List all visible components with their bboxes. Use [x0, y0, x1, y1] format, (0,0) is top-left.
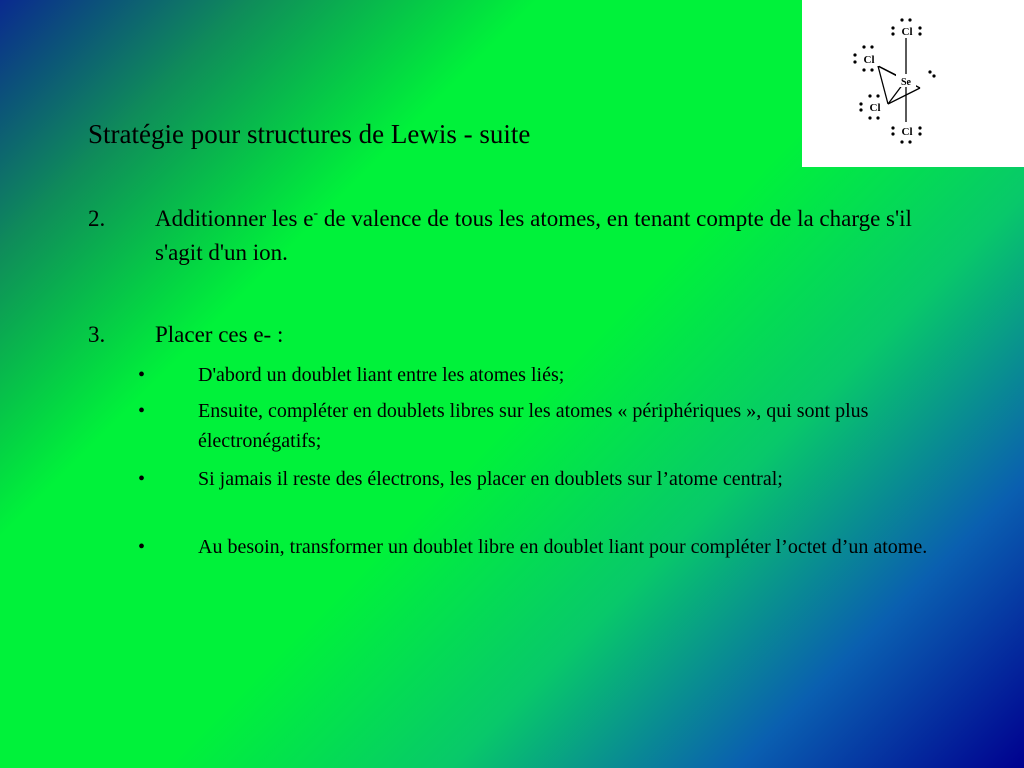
atom-label-cl-top: Cl [901, 26, 913, 38]
lewis-structure-image [802, 0, 1024, 167]
item-text [155, 202, 938, 270]
bullet-item [138, 396, 938, 456]
atom-label-cl-bottom: Cl [901, 126, 913, 138]
bullet-item [138, 464, 938, 494]
bullet-item [138, 360, 938, 390]
item-text-part: Additionner les e [155, 206, 314, 231]
bullet-text: Au besoin, transformer un doublet libre en doublet liant pour compléter l’octet d’un atome. [198, 536, 928, 558]
bullet-marker: • [138, 364, 146, 386]
list-item-3 [88, 318, 938, 352]
item-text: Placer ces e- : [155, 322, 284, 347]
atom-label-cl-left: Cl [863, 54, 875, 66]
bond-line [888, 88, 920, 104]
atom-label-cl-lower: Cl [869, 102, 881, 114]
item-number: 2. [88, 206, 106, 231]
bullet-item [138, 532, 938, 562]
item-text-part: de valence de tous les atomes, en tenant compte de la charge s'il s'agit d'un ion. [155, 206, 912, 265]
slide-title: Stratégie pour structures de Lewis - suite [88, 119, 531, 149]
lewis-structure-diagram [802, 0, 1024, 167]
bullet-marker: • [138, 468, 146, 490]
bullet-text: Ensuite, compléter en doublets libres sur les atomes « périphériques », qui sont plus électronégatifs; [198, 400, 869, 452]
bullet-marker: • [138, 536, 146, 558]
superscript-minus: - [313, 206, 319, 221]
list-item-2 [88, 202, 938, 270]
item-number: 3. [88, 322, 106, 347]
bullet-text: D'abord un doublet liant entre les atomes liés; [198, 364, 565, 386]
bullet-marker: • [138, 400, 146, 422]
atom-label-se: Se [901, 77, 911, 88]
bullet-text: Si jamais il reste des électrons, les placer en doublets sur l’atome central; [198, 468, 783, 490]
lone-pair-electrons [853, 18, 935, 143]
bond-line [878, 66, 888, 104]
